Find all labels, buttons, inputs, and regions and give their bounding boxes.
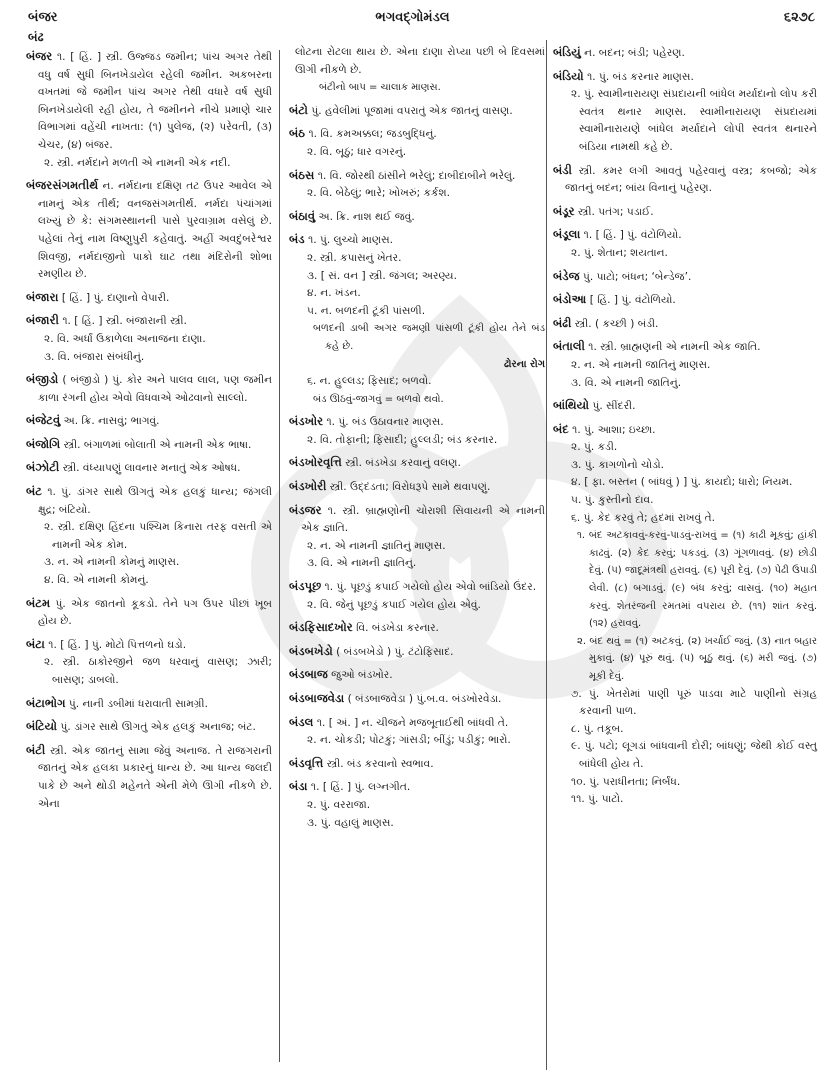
page-title: ભગવદ્‌ગોમંડલ — [375, 10, 450, 25]
sense: ૩. વિ. એ નામની જાતિનું. — [571, 376, 682, 389]
headword: બંડબખેડો — [289, 643, 333, 658]
column-3 — [553, 44, 817, 1068]
dictionary-entry — [289, 125, 545, 161]
sense: ૪. વિ. એ નામની કોમનું. — [44, 574, 149, 587]
dictionary-entry — [553, 397, 817, 416]
dictionary-entry — [26, 636, 272, 690]
dictionary-entry — [26, 48, 272, 172]
definition: ૧. [ હિં. ] પું. મોટો પિત્તળનો ઘડો. — [48, 638, 187, 651]
headword: બંઢી — [553, 315, 572, 330]
dictionary-entry — [289, 502, 545, 573]
headword: બંટી — [26, 742, 46, 757]
headword: બંઠાવું — [289, 208, 316, 223]
dictionary-entry — [26, 371, 272, 407]
headword: બંડલ — [289, 714, 314, 729]
dictionary-entry — [26, 718, 272, 737]
headword: બંજારા — [26, 289, 59, 304]
dictionary-entry — [26, 459, 272, 478]
definition: ( બંજીડો ) પું. કોર અને પાલવ લાલ, પણ જમીન કાળા રંગની હોય એવો વિધવાએ ઓઢવાનો સાલ્લો. — [38, 374, 272, 404]
usage-note: બળદની ડાબી અગર જમણી પાંસળી ટૂંકી હોય તેને બંડ કહે છે. — [313, 323, 545, 352]
dictionary-entry — [553, 315, 817, 334]
sense: ૩. પું. કાગળોનો ચોડો. — [571, 458, 664, 471]
headword: બંટાભોગ — [26, 695, 66, 710]
sense: ૬. પું. કેદ કરવું તે; હદમાં રાખવું તે. — [571, 511, 715, 524]
dictionary-entry — [26, 483, 272, 590]
column-divider — [546, 40, 547, 1070]
dictionary-entry — [26, 177, 272, 284]
sense: ૨. પું. સ્વામીનારાયણ સંપ્રદાયની બાંધેલ મર્યાદાનો લોપ કરી સ્વતંત્ર થનાર માણસ. સ્વામીનારાયણ સંપ્રદાયમાં સ્વામીનારાયણે બાંધેલ મર્યાદાને લોપી સ્વતંત્ર થનારને બંડિયા નામથી કહે છે. — [571, 88, 817, 153]
definition: અ. ક્રિ. નાશ થઈ જવું. — [318, 210, 415, 223]
headword: બંડોઆ — [553, 292, 587, 307]
sense: ૩. [ સં. વન ] સ્ત્રી. જંગલ; અરણ્ય. — [307, 269, 457, 282]
definition: સ્ત્રી. પતંગ; પડાઈ. — [578, 205, 654, 218]
headword: બંટો — [289, 102, 308, 117]
definition: [ હિં. ] પું. વંટોળિયો. — [589, 294, 676, 307]
sense: ૨. ન. એ નામની જાતિનું માણસ. — [571, 358, 711, 371]
sense: ૨. સ્ત્રી. દક્ષિણ હિંદના પશ્ચિમ કિનારા તરફ વસતી એ નામની એક કોમ. — [44, 521, 272, 551]
headword: બંટા — [26, 636, 45, 651]
sense: ૨. વિ. બેઠેલું; ભારે; ખોખરું; કર્કશ. — [307, 187, 451, 200]
headword: બંડબાજ — [289, 667, 328, 682]
definition: ૧. વિ. જોરથી ઠાંસીને ભરેલું; દાબીદાબીને ભરેલું. — [317, 169, 516, 182]
dictionary-entry — [289, 102, 545, 121]
definition: ( બંડબાજવેડા ) પું.બ.વ. બંડખોરવેડા. — [347, 693, 502, 705]
headword: બંડૂર — [553, 203, 575, 218]
headword: બંજીડો — [26, 372, 59, 387]
dictionary-entry — [26, 312, 272, 366]
definition: ૧. સ્ત્રી. બ્રાહ્મણોની ચોરાશી સિવાયની એ નામની એક જ્ઞાતિ. — [301, 504, 545, 535]
sense: ૩. વિ. બંજારા સંબંધીનું. — [44, 350, 145, 363]
sense: ૧૧. પું. પાટો. — [571, 793, 624, 806]
definition: ૧. પું. પૂછડું કપાઈ ગયેલો હોય એવો બાંડિયો ઉંદર. — [324, 581, 537, 594]
dictionary-entry — [553, 338, 817, 392]
headword: બંજેટવું — [26, 413, 61, 428]
sense: ૨. સ્ત્રી. કપાસનું ખેતર. — [307, 251, 402, 264]
headword: બંડા — [289, 779, 308, 794]
definition: ૧. [ હિં. ] સ્ત્રી. ઉજ્જડ જમીન; પાંચ અગર તેથી વધુ વર્ષ સુધી બિનખેડાયેલ રહેલી જમીન. અકબરના વખતમાં જે જમીન પાંચ અગર તેથી વધારે વર્ષ સુધી બિનખેડાયેલી રહી હોય, તે જમીનને નીચે પ્રમાણે ચાર વિભાગમાં વહેંચી નાખતા: (૧) પુલેજ, (૨) પરેવતી, (૩) ચેચર, (૪) બંજર. — [38, 51, 272, 151]
page-header — [0, 6, 825, 30]
headword: બંઝોટી — [26, 460, 60, 475]
dictionary-entry — [289, 643, 545, 662]
sense: ૪. ન. ખંડન. — [307, 287, 361, 300]
sense: ૨. વિ. બૂઠું; ધાર વગરનું. — [307, 145, 407, 158]
sense: ૨. વિ. અર્ધાં ઉકાળેલા અનાજના દાણા. — [44, 332, 206, 345]
definition: સ્ત્રી. ( કચ્છી ) બંડી. — [574, 317, 659, 330]
dictionary-entry — [289, 167, 545, 203]
sense: ૨. પું. શેતાન; શયતાન. — [571, 246, 668, 259]
dictionary-entry — [289, 778, 545, 832]
definition: પું. નાની ડબીમાં ધરાવાતી સામગ્રી. — [68, 697, 208, 710]
definition: પું. ડાંગર સાથે ઊગતું એક હલકું અનાજ; બંટ. — [60, 721, 256, 734]
headword: બંડૂલા — [553, 227, 581, 242]
headword: બંજર — [26, 49, 53, 63]
definition: ૧. વિ. કમઅક્કલ; જડબુદ્ધિનું. — [308, 128, 437, 141]
headword: બંડેજ — [553, 268, 580, 283]
dictionary-entry — [26, 436, 272, 455]
dictionary-entry — [26, 412, 272, 431]
column-divider — [279, 50, 280, 1062]
definition: જુઓ બંડખોર. — [331, 669, 393, 682]
dictionary-entry — [553, 421, 817, 809]
headword: બંતાલી — [553, 339, 585, 354]
dictionary-entry — [289, 578, 545, 614]
definition: ૧. પું. લુચ્ચો માણસ. — [308, 234, 394, 247]
dictionary-entry — [289, 44, 545, 97]
headword: બંડફિસાદખોર — [289, 620, 353, 635]
headword: બંઠ — [289, 126, 306, 141]
definition: સ્ત્રી. કમર લગી આવતું પહેરવાનું વસ્ત્ર; કબજો; એક જાતનું બદન; બાંય વિનાનું પહેરણ. — [565, 164, 817, 195]
headword: બંડિયો — [553, 68, 584, 83]
definition: સ્ત્રી. એક જાતનું સામા જેવું અનાજ. તે રાજગરાની જાતનું એક હલકા પ્રકારનું ધાન્ય છે. આ ધાન્ય જલદી પાકે છે અને થોડી મહેનતે એની મેળે ઊગી નીકળે છે. એના — [38, 744, 272, 810]
definition: સ્ત્રી. બંગાળમાં બોલાતી એ નામની એક ભાષા. — [63, 438, 252, 451]
sense: ૪. [ ફા. બસ્તન ( બાંધવું ) ] પું. કાયદો; ધારો; નિયમ. — [571, 476, 793, 489]
sense: ૨. ન. ચોકડી; પોટકું; ગાંસડી; બીંડું; પડીકું; ભારો. — [307, 734, 511, 747]
sense: ૨. સ્ત્રી. ઠાકોરજીને જળ ધરવાનું વાસણ; ઝારી; બાસણ; ડાબલો. — [44, 656, 272, 686]
definition: લોટના રોટલા થાય છે. એના દાણા રોપ્યા પછી બે દિવસમાં ઊગી નીકળે છે. — [295, 46, 545, 76]
definition: પું. સીંદરી. — [592, 400, 636, 413]
headword: બંજરસંગમતીર્થ — [26, 178, 99, 193]
dictionary-entry — [289, 619, 545, 638]
dictionary-entry — [289, 208, 545, 227]
headword: બંજારી — [26, 313, 59, 328]
dictionary-entry — [289, 413, 545, 449]
sense: ૬. ન. હુલ્લડ; ફિસાદ; બળવો. — [307, 375, 432, 388]
dictionary-entry — [289, 231, 545, 408]
definition: ૧. પું. ડાંગર સાથે ઊગતું એક હલકું ધાન્ય; જંગલી ક્ષુદ્ર; બંટિયો. — [38, 486, 272, 516]
sense: ૧૦. પું. પરાધીનતા; નિર્બંધ. — [571, 775, 681, 788]
headword: બંડ — [289, 232, 305, 247]
dictionary-entry — [26, 289, 272, 308]
definition: ૧. [ હિં. ] પું. લગ્નગીત. — [310, 781, 411, 794]
definition: વિ. બંડખેડા કરનાર. — [356, 622, 439, 635]
headword: બંટમ — [26, 595, 51, 610]
usage-note: ૨. બંદ થવું = (૧) અટકવું. (૨) ખર્ચાઈ જવું. (૩) નાત બહાર મુકાવું. (૪) પૂરું થવું. (૫) બૂઠું થવું. (૬) મરી જવું. (૭) મૂકી દેવું. — [577, 635, 817, 682]
dictionary-entry — [289, 714, 545, 750]
page-number: ૬૨૭૮ — [783, 10, 815, 25]
definition: અ. ક્રિ. નાસવું; ભાગવું. — [63, 415, 160, 428]
headword: બંડિયું — [553, 45, 581, 59]
sense: ૫. પું. કુસ્તીનો દાવ. — [571, 494, 654, 507]
definition: ૧. પું. આશા; ઇચ્છા. — [572, 423, 656, 436]
headword: બાંથિયો — [553, 398, 590, 413]
headword: બંડવૃત્તિ — [289, 755, 324, 770]
headword: બંડજર — [289, 502, 322, 517]
definition: ૧. [ હિં. ] પું. વંટોળિયો. — [583, 229, 682, 242]
dictionary-entry — [553, 226, 817, 262]
headword: બંટ — [26, 484, 43, 499]
dictionary-entry — [553, 268, 817, 287]
headword: બંજોગિ — [26, 436, 61, 451]
definition: પું. હવેલીમાં પૂજામાં વપરાતું એક જાતનું વાસણ. — [311, 104, 513, 117]
dictionary-entry — [553, 44, 817, 63]
column-1 — [26, 48, 272, 1068]
definition: ૧. પું. બંડ કરનાર માણસ. — [587, 70, 694, 83]
sense: ૫. ન. બળદની ટૂંકી પાંસળી. — [307, 304, 426, 317]
headword: બંઠસ — [289, 167, 315, 182]
sense: ૯. પું. પટો; લૂગડાં બાંધવાની દોરી; બાંધણું; જેથી કોઈ વસ્તુ બાંધેલી હોય તે. — [571, 740, 817, 770]
definition: ૧. [ હિં. ] સ્ત્રી. બંજારાની સ્ત્રી. — [62, 315, 187, 328]
definition: [ હિં. ] પું. દાણાનો વેપારી. — [61, 291, 170, 304]
guide-word-left: બંજર — [28, 10, 58, 25]
definition: સ્ત્રી. ઉદ્દંડતા; વિરોધરૂપે સામે થવાપણું. — [329, 481, 491, 494]
definition: ૧. પું. બંડ ઉઠાવનાર માણસ. — [326, 416, 444, 429]
headword: બંટિયો — [26, 719, 58, 734]
usage-note: ૧. બંદ અટકાવવું-કરવું-પાડવું-રાખવું = (૧) કાઢી મૂકવું; હાંકી કાઢવું. (૨) કેદ કરવું; પકડવું. (૩) ગૂંગળાવવું. (૪) છોડી દેવું. (૫) જાદૂમંત્રથી હરાવવું. (૬) પૂરી દેવું. (૭) પેઢી ઉપાડી લેવી. (૮) બગાડવું. (૯) બંધ કરવું; વાસવું. (૧૦) મહાત કરવું. શેતરંજની રમતમાં વપરાય છે. (૧૧) શાંત કરવું. (૧૨) હરાવવું. — [577, 530, 817, 630]
dictionary-entry — [553, 162, 817, 198]
definition: સ્ત્રી. વંધ્યાપણું લાવનાર મનાતું એક ઓષધ. — [62, 462, 241, 475]
dictionary-entry — [553, 68, 817, 157]
sense: ૩. પું. વહાલું માણસ. — [307, 816, 394, 829]
dictionary-entry — [26, 695, 272, 714]
dictionary-entry — [289, 454, 545, 473]
definition: ૧. [ અં. ] ન. ચીજને મજબૂતાઈથી બાંધવી તે. — [316, 716, 509, 729]
headword: બંડખોરી — [289, 479, 327, 494]
usage-note: બંડ ઊઠવું-જાગવું = બળવો થવો. — [313, 393, 444, 405]
definition: ન. નર્મદાના દક્ષિણ તટ ઉપર આવેલ એ નામનું એક તીર્થ; વનજસંગમતીર્થ. નર્મદા પંચાંગમાં લખ્યું છે કે: સંગમસ્થાનની પાસે પુરવાગ્રામ વસેલું છે. પહેલાં તેનું નામ વિષ્ણુપુરી કહેવાતું. અહીં અવદુંબરેશ્વર શિવજી, નર્મદાજીનો પાકો ઘાટ તથા મંદિરોની શોભા રમણીય છે. — [38, 180, 272, 281]
sense: ૩. વિ. એ નામની જ્ઞાતિનું. — [307, 557, 417, 570]
dictionary-entry — [289, 755, 545, 774]
column-2 — [289, 44, 545, 1068]
dictionary-entry — [553, 203, 817, 222]
definition: ૧. સ્ત્રી. બ્રાહ્મણની એ નામની એક જાતિ. — [588, 341, 761, 354]
dictionary-entry — [553, 291, 817, 310]
headword: બંદ — [553, 421, 569, 436]
dictionary-entry — [26, 595, 272, 631]
headword: બંડબાજવેડા — [289, 691, 345, 705]
definition: ન. બદન; બંડી; પહેરણ. — [584, 47, 685, 59]
sense: ૩. ન. એ નામની કોમનું માણસ. — [44, 556, 180, 569]
sense: ૨. પું. વરરાજા. — [307, 798, 371, 811]
definition: સ્ત્રી. બંડખેડા કરવાનું વલણ. — [345, 457, 461, 470]
headword: બંડપૂછ — [289, 579, 322, 594]
dictionary-entry — [289, 666, 545, 685]
note-source: ઢોરના રોગ — [504, 358, 545, 370]
guide-word-sub: બંઢ — [28, 30, 44, 44]
headword: બંડખોર — [289, 414, 324, 429]
definition: પું. એક જાતનો કૂકડો. તેને પગ ઉપર પીછાં ખૂબ હોય છે. — [38, 597, 272, 628]
sense: ૭. પું. ખેતરોમાં પાણી પૂરું પાડવા માટે પાણીનો સંગ્રહ કરવાની પાળ. — [571, 687, 817, 718]
sense: ૨. પું. કડી. — [571, 441, 618, 454]
dictionary-entry — [289, 690, 545, 709]
headword: બંડખોરવૃત્તિ — [289, 455, 342, 470]
sense: ૮. પું. તકૂબ. — [571, 722, 624, 735]
usage-note: બંટીનો બાપ = ચાલાક માણસ. — [319, 82, 441, 94]
dictionary-entry — [289, 478, 545, 497]
definition: ( બંડબખેડો ) પું. ટંટોફિસાદ. — [336, 645, 454, 658]
headword: બંડી — [553, 162, 572, 177]
definition: સ્ત્રી. બંડ કરવાનો સ્વભાવ. — [326, 757, 434, 770]
sense: ૨. સ્ત્રી. નર્મદાને મળતી એ નામની એક નદી. — [44, 156, 231, 169]
dictionary-entry — [26, 742, 272, 813]
definition: પું. પાટો; બંધન; ‘બેન્ડેજ’. — [583, 270, 692, 283]
sense: ૨. ન. એ નામની જ્ઞાતિનું માણસ. — [307, 539, 446, 552]
sense: ૨. વિ. જેનું પૂછડું કપાઈ ગયેલ હોય એવું. — [307, 598, 481, 611]
sense: ૨. વિ. તોફાની; ફિસાદી; હુલ્લડી; બંડ કરનાર. — [307, 433, 498, 446]
